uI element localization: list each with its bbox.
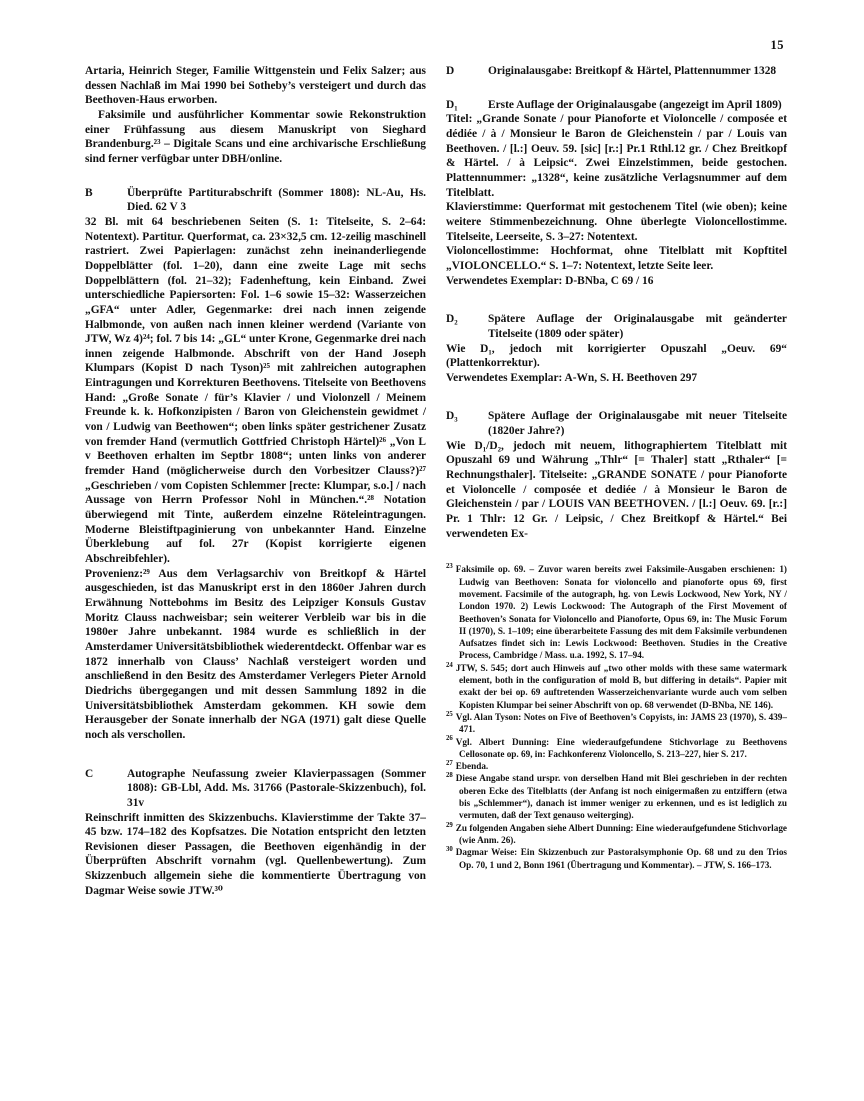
footnote-25-text: Vgl. Alan Tyson: Notes on Five of Beethoven’s Copyists, in: JAMS 23 (1970), S. 439–471.	[455, 711, 787, 735]
footnote-29-number: 29	[446, 821, 453, 829]
section-b-heading	[85, 186, 426, 215]
section-b	[85, 186, 426, 743]
section-d3-title: Spätere Auflage der Originalausgabe mit neuer Titelseite (1820er Jahre?)	[488, 410, 787, 438]
footnote-27-text: Ebenda.	[455, 761, 489, 772]
footnote-23-number: 23	[446, 563, 453, 571]
footnote-28	[446, 772, 787, 821]
footnote-30	[446, 846, 787, 871]
section-b-paragraph-provenienz: Provenienz:²⁹ Aus dem Verlagsarchiv von Breitkopf & Härtel ausgeschieden, ist das Manuskript erst in den 1860er Jahren durch Erwähnung Nottebohms im Besitz des Leipziger Konsuls Gustav Moritz Clauss nachweisbar; sein weiterer Verbleib war bis in die 1980er Jahre unbekannt. 1984 wurde es schließlich in der Amsterdamer Universitätsbibliothek wiederentdeckt. Offenbar war es 1872 innerhalb von Clauss’ Nachlaß versteigert worden und anschließend in den Besitz des Amsterdamer Verlegers Pieter Arnold Diedrichs übergegangen und mit dessen Sammlung 1892 in die Universitätsbibliothek Amsterdam gekommen. KH sowie dem Herausgeber der Sonate innerhalb der NGA (1971) galt diese Quelle noch als verschollen.	[85, 567, 426, 741]
section-d2-paragraph-exemplar: Verwendetes Exemplar: A-Wn, S. H. Beethoven 297	[446, 371, 698, 384]
section-c	[85, 767, 426, 899]
section-b-title: Überprüfte Partiturabschrift (Sommer 1808): NL-Au, Hs. Died. 62 V 3	[127, 186, 426, 214]
footnote-25-number: 25	[446, 710, 453, 718]
footnote-26	[446, 736, 787, 761]
section-c-heading	[85, 767, 426, 811]
section-d1-paragraph-klavierstimme: Klavierstimme: Querformat mit gestochenem Titel (wie oben); keine weitere Stimmenbezeichnung. Ohne überlegte Violoncellostimme. Titelseite, Leerseite, S. 3–27: Notentext.	[446, 201, 787, 243]
footnote-27-number: 27	[446, 760, 453, 768]
section-d1-paragraph-violoncellostimme: Violoncellostimme: Hochformat, ohne Titelblatt mit Kopftitel „VIOLONCELLO.“ S. 1–7: Notentext, letzte Seite leer.	[446, 245, 787, 272]
section-d1-heading	[446, 98, 787, 113]
section-c-paragraph: Reinschrift inmitten des Skizzenbuchs. Klavierstimme der Takte 37–45 bzw. 174–182 des Kopfsatzes. Die Notation entspricht den letzten Revisionen dieser Passagen, die Beethoven eigenhändig in der Überprüften Abschrift vornahm (vgl. Quellenbewertung). Zum Skizzenbuch allgemein siehe die kommentierte Übertragung von Dagmar Weise sowie JTW.³⁰	[85, 811, 426, 897]
footnote-24-number: 24	[446, 661, 453, 669]
footnote-24-text: JTW, S. 545; dort auch Hinweis auf „two other molds with these same watermark element, both in the configuration of mold B, but differing in details“. Papier mit exakt der bei op. 69 auftretenden Wasserzeichenvariante wurde auch vom selben Kopisten Klumpar bei seiner Abschrift von op. 68 verwendet (D-BNba, NE 146).	[455, 662, 787, 710]
footnote-23-text: Faksimile op. 69. – Zuvor waren bereits zwei Faksimile-Ausgaben erschienen: 1) Ludwig van Beethoven: Sonata for violoncello and pianoforte opus 69, first movement. Facsimile of the autograph, hg. von Lewis Lockwood, New York, NY / London 1970. 2) Lewis Lockwood: The Autograph of the First Movement of Beethoven’s Sonata for Violoncello and Pianoforte, Opus 69, in: The Music Forum II (1970), S. 1–109; eine überarbeitete Fassung des mit dem Faksimile verbundenen Aufsatzes findet sich in: Lewis Lockwood: Beethoven. Studies in the Creative Process, Cambridge / Mass. u.a. 1992, S. 17–94.	[455, 564, 787, 661]
footnotes-block	[446, 563, 787, 870]
footnote-28-text: Diese Angabe stand urspr. von derselben Hand mit Blei geschrieben in der rechten oberen Ecke des Titelblatts (der Anfang ist noch einigermaßen zu entziffern (etwa bis „Schlemmer“), danach ist immer weniger zu erkennen, und es ist lediglich zu vermuten, daß der Text genauso weiterging).	[455, 773, 787, 821]
section-d2-title: Spätere Auflage der Originalausgabe mit geänderter Titelseite (1809 oder später)	[488, 313, 787, 340]
section-b-label: B	[85, 186, 93, 199]
section-d1-title: Erste Auflage der Originalausgabe (angezeigt im April 1809)	[488, 98, 782, 111]
section-d-label: D	[446, 65, 455, 77]
intro-paragraph-faksimile: Faksimile und ausführlicher Kommentar sowie Rekonstruktion einer Frühfassung aus diesem Manuskript von Sieghard Brandenburg.²³ – Digitale Scans und eine archivarische Erschließung sind ferner verfügbar unter DBH/online.	[85, 108, 426, 165]
section-d2-paragraph-beschreibung: Wie D₁, jedoch mit korrigierter Opuszahl „Oeuv. 69“ (Plattenkorrektur).	[446, 342, 787, 370]
footnote-26-text: Vgl. Albert Dunning: Eine wiederaufgefundene Stichvorlage zu Beethovens Cellosonate op. 69, in: Fachkonferenz Violoncello, S. 213–227, hier S. 217.	[455, 736, 787, 759]
footnote-28-number: 28	[446, 772, 453, 780]
footnote-23	[446, 563, 787, 661]
section-c-title: Autographe Neufassung zweier Klavierpassagen (Sommer 1808): GB-Lbl, Add. Ms. 31766 (Pastorale-Skizzenbuch), fol. 31v	[127, 767, 426, 809]
section-d1	[446, 98, 787, 289]
footnote-29	[446, 822, 787, 847]
intro-paragraph-continuation: Artaria, Heinrich Steger, Familie Wittgenstein und Felix Salzer; aus dessen Nachlaß im Mai 1990 bei Sotheby’s versteigert und durch das Beethoven-Haus erworben.	[85, 65, 426, 107]
section-c-label: C	[85, 767, 94, 780]
section-d3	[446, 409, 787, 541]
section-d2-heading	[446, 312, 787, 341]
section-b-paragraph-description: 32 Bl. mit 64 beschriebenen Seiten (S. 1: Titelseite, S. 2–64: Notentext). Partitur. Querformat, ca. 23×32,5 cm. 12-zeilig maschinell rastriert. Zwei Papierlagen: zunächst zehn ineinanderliegende Doppelblätter (fol. 1–20), dann eine zweite Lage mit sechs Doppelblättern (fol. 21–32); Fadenheftung, kein Einband. Zwei unterschiedliche Papiersorten: Fol. 1–6 sowie 15–32: Wasserzeichen „GFA“ unter Adler, Gegenmarke: drei nach innen zeigende Halbmonde, von außen nach innen kleiner werdend (Variante von JTW, Wz 4)²⁴; fol. 7 bis 14: „GL“ unter Krone, Gegenmarke drei nach innen zeigende Halbmonde. Abschrift von der Hand Joseph Klumpars (Kopist D nach Tyson)²⁵ mit zahlreichen autographen Eintragungen und Korrekturen Beethovens. Titelseite von Beethovens Hand: „Große Sonate / für’s Klavier / und Violonzell / Meinem Freunde k. k. Hofkonzipisten / Baron von Gleichenstein gewidmet / von / Ludwig van Beethowen“; oben links später gestrichener Zusatz von fremder Hand (vermutlich Gottfried Christoph Härtel)²⁶ „Von L v Beethoven erhalten im Septbr 1808“; unten links von anderer fremder Hand (möglicherweise durch den Vorbesitzer Clauss?)²⁷ „Geschrieben / vom Copisten Schlemmer [recte: Klumpar, s.o.] / nach Aussage von Herrn Professor Nohl in München.“.²⁸ Notation überwiegend mit Tinte, außerdem einzelne Röteleintragungen. Moderne Bleistiftpaginierung von unbekannter Hand. Einzelne Überklebung auf fol. 27r (Kopist korrigierte eigenen Abschreibfehler).	[85, 215, 426, 565]
section-d1-label: D₁	[446, 98, 458, 111]
section-d-heading	[446, 64, 787, 79]
section-d2	[446, 312, 787, 385]
page-number: 15	[770, 38, 784, 52]
section-d3-heading	[446, 409, 787, 438]
footnote-30-number: 30	[446, 846, 453, 854]
footnote-24	[446, 662, 787, 711]
section-d1-paragraph-titel: Titel: „Grande Sonate / pour Pianoforte et Violoncelle / composée et dédiée / à / Monsieur le Baron de Gleichenstein / par / Louis van Beethoven. / [l.:] Oeuv. 59. [sic] [r.:] Pr.1 Rthl.12 gr. / Chez Breitkopf & Härtel. / à Leipsic“. Zwei Einzelstimmen, beide gestochen. Plattennummer: „1328“, keine zusätzliche Verlagsnummer auf dem Titelblatt.	[446, 113, 787, 199]
section-d1-paragraph-exemplar: Verwendetes Exemplar: D-BNba, C 69 / 16	[446, 274, 654, 287]
footnote-29-text: Zu folgenden Angaben siehe Albert Dunning: Eine wiederaufgefundene Stichvorlage (wie Anm. 26).	[455, 822, 787, 845]
section-d3-paragraph: Wie D₁/D₂, jedoch mit neuem, lithographiertem Titelblatt mit Opuszahl 69 und Währung „Thlr“ [= Thaler] statt „Rthaler“ [= Rechnungsthaler]. Titelseite: „GRANDE SONATE / pour Pianoforte et Violoncelle / composée et dediée / à Monsieur le Baron de Gleichenstein / par / LOUIS VAN BEETHOVEN. / [l.:] Oeuv. 69. [r.:] Pr. 1 Thlr: 12 Gr. / Leipsic, / Chez Breitkopf & Härtel.“ Bei verwendeten Ex-	[446, 439, 787, 540]
section-d3-label: D₃	[446, 410, 458, 423]
footnote-30-text: Dagmar Weise: Ein Skizzenbuch zur Pastoralsymphonie Op. 68 und zu den Trios Op. 70, 1 und 2, Bonn 1961 (Übertragung und Kommentar). – JTW, S. 166–173.	[455, 847, 787, 870]
footnote-27	[446, 760, 787, 772]
left-column	[85, 64, 426, 898]
right-column	[446, 64, 787, 871]
section-d-title: Originalausgabe: Breitkopf & Härtel, Plattennummer 1328	[488, 65, 777, 77]
footnote-26-number: 26	[446, 735, 453, 743]
section-d2-label: D₂	[446, 313, 458, 326]
section-d	[446, 64, 787, 79]
footnote-25	[446, 711, 787, 736]
